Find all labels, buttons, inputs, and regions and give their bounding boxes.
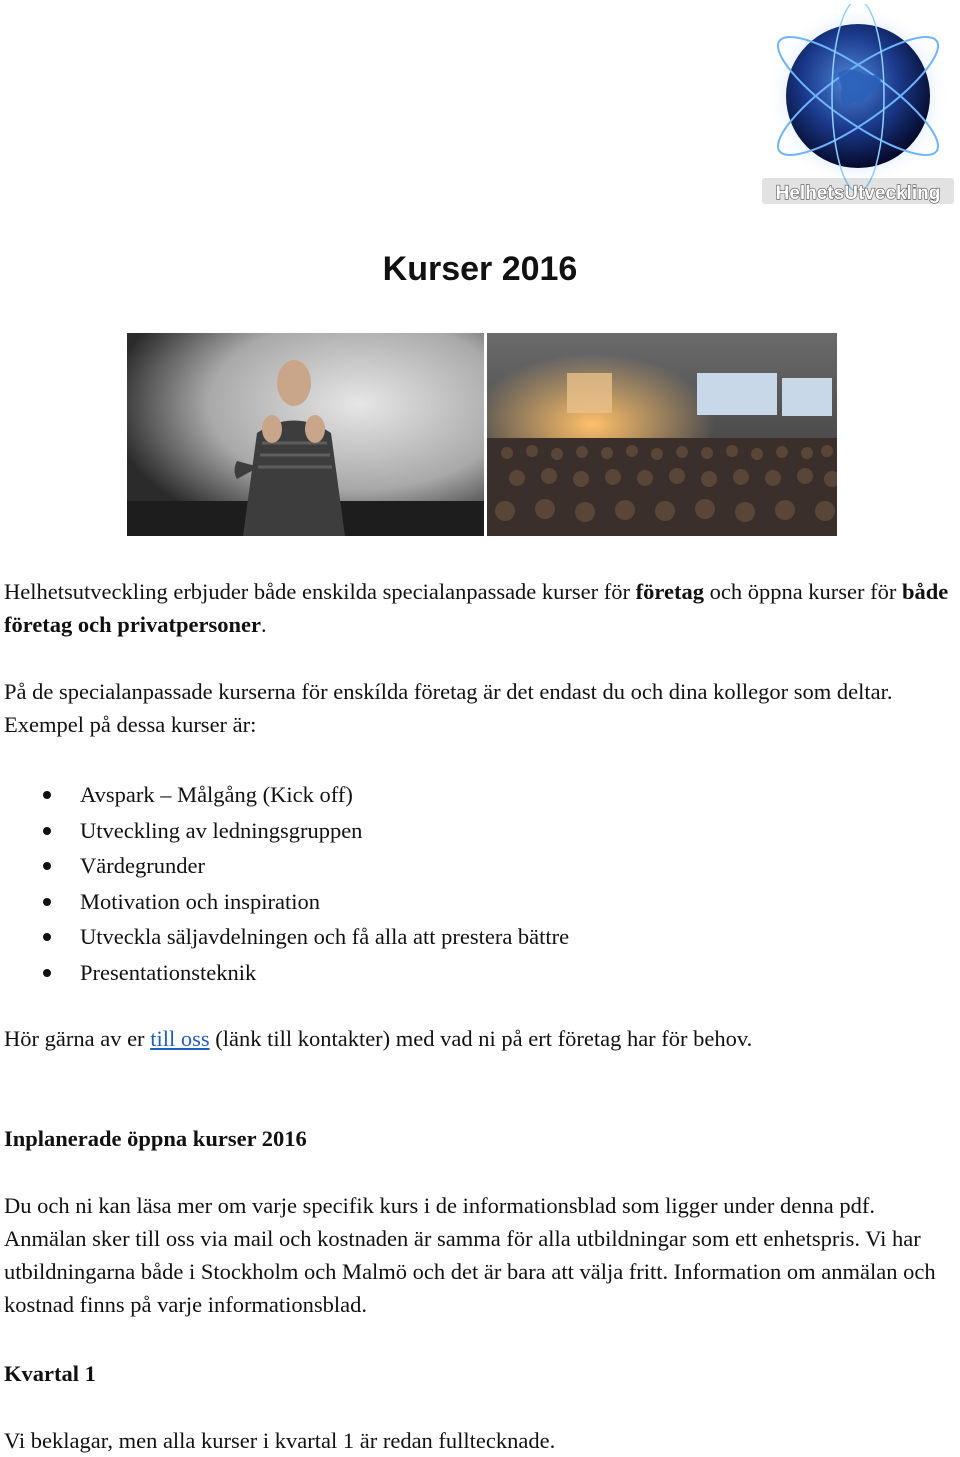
intro-paragraph: Helhetsutveckling erbjuder både enskilda specialanpassade kurser för företag och öppna kurser för både företag och privatpersoner. xyxy=(4,579,949,637)
helhetsutveckling-logo xyxy=(758,4,958,210)
custom-courses-paragraph: På de specialanpassade kurserna för enskílda företag är det endast du och dina kollegor som deltar. Exempel på dessa kurser är: xyxy=(4,679,893,737)
bullet-icon xyxy=(43,791,51,799)
bullet-icon xyxy=(43,862,51,870)
bullet-icon xyxy=(43,933,51,941)
page-title: Kurser 2016 xyxy=(382,250,578,288)
course-list xyxy=(0,777,569,990)
intro-bold-companies: företag xyxy=(635,579,704,604)
intro-bold-both: både företag och privatpersoner xyxy=(4,579,949,637)
list-item: Utveckling av ledningsgruppen xyxy=(0,813,569,849)
contact-paragraph: Hör gärna av er till oss (länk till kontakter) med vad ni på ert företag har för behov. xyxy=(4,1026,753,1051)
svg-text:HelhetsUtveckling: HelhetsUtveckling xyxy=(775,183,941,204)
bullet-icon xyxy=(43,969,51,977)
list-item: Avspark – Målgång (Kick off) xyxy=(0,777,569,813)
bullet-icon xyxy=(43,827,51,835)
audience-photo xyxy=(487,333,837,536)
list-item: Motivation och inspiration xyxy=(0,884,569,920)
list-item: Värdegrunder xyxy=(0,848,569,884)
open-courses-heading: Inplanerade öppna kurser 2016 xyxy=(4,1126,307,1151)
open-courses-paragraph: Du och ni kan läsa mer om varje specifik kurs i de informationsblad som ligger under denna pdf. Anmälan sker till oss via mail och kostnaden är samma för alla utbildningar som ett enhetspris. Vi har utbildningarna både i Stockholm och Malmö och det är bara att välja fritt. Information om anmälan och kostnad finns på varje informationsblad. xyxy=(4,1193,936,1317)
contact-link[interactable]: till oss xyxy=(150,1026,210,1051)
bullet-icon xyxy=(43,898,51,906)
list-item: Presentationsteknik xyxy=(0,955,569,991)
list-item: Utveckla säljavdelningen och få alla att prestera bättre xyxy=(0,919,569,955)
speaker-photo xyxy=(127,333,484,536)
quarter1-heading: Kvartal 1 xyxy=(4,1361,96,1386)
quarter1-paragraph: Vi beklagar, men alla kurser i kvartal 1 är redan fulltecknade. xyxy=(4,1428,556,1453)
